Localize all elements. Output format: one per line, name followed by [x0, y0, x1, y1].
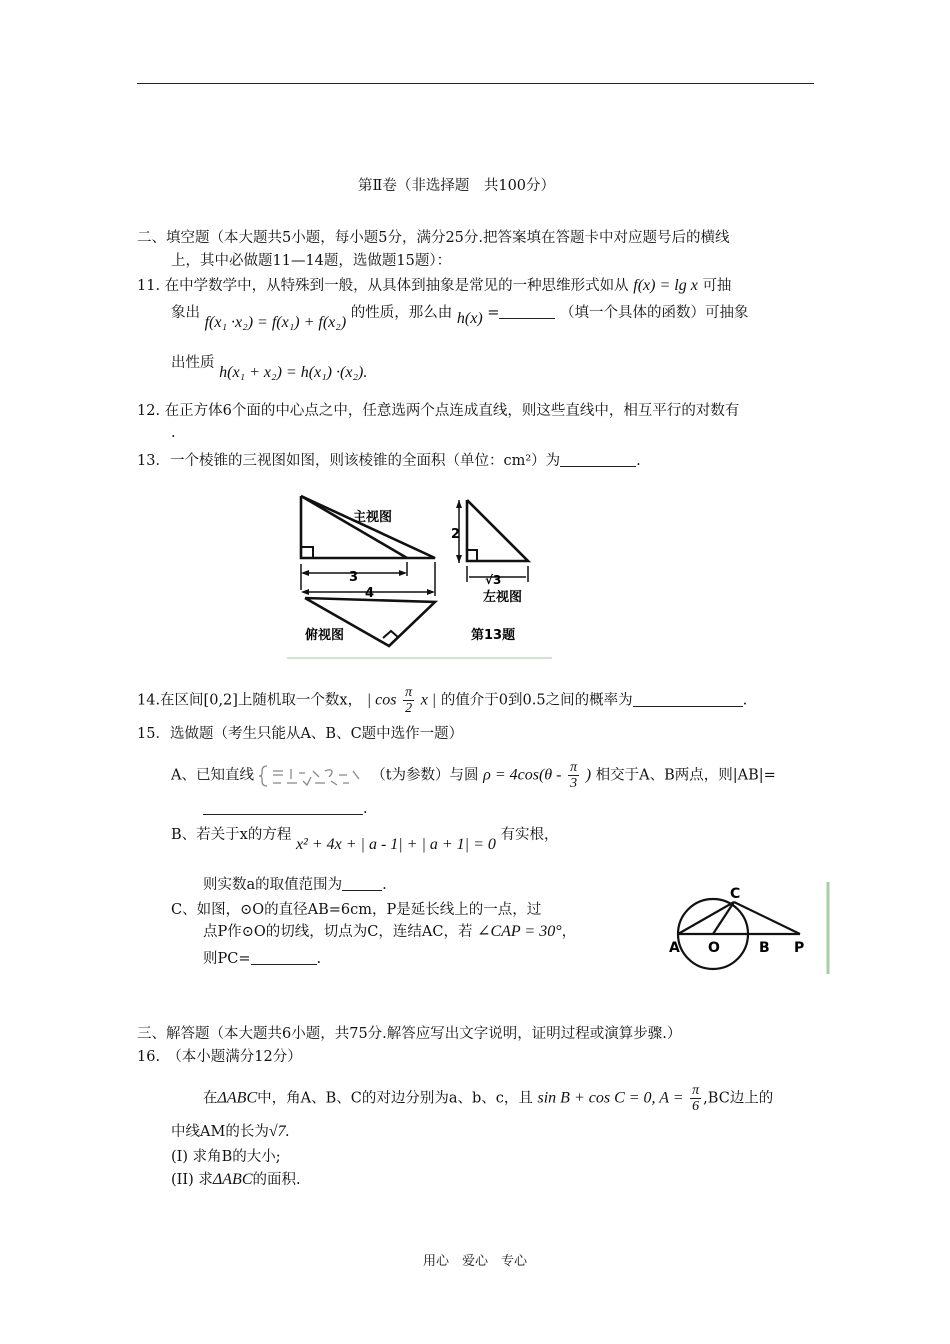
side-view-right-angle	[467, 550, 477, 561]
q16-condition: sin B + cos C = 0, A =	[537, 1089, 684, 1107]
q11-answer-blank[interactable]	[499, 304, 555, 319]
q16-text1: 在	[203, 1090, 218, 1107]
front-view-inner-edge	[301, 496, 407, 558]
q15b-text2: 有实根，	[500, 827, 559, 843]
q13-text: 13．一个棱锥的三视图如图，则该棱锥的全面积（单位：cm²）为	[137, 453, 561, 469]
q14-fraction	[403, 685, 414, 716]
point-b-label: B	[759, 940, 770, 956]
point-a-label: A	[669, 940, 680, 956]
line-ac	[678, 902, 734, 934]
page-footer: 用心 爱心 专心	[422, 1254, 527, 1269]
q15b-text3: 则实数a的取值范围为	[203, 877, 343, 893]
q11-line1	[137, 277, 731, 295]
q15a-answer-blank[interactable]	[203, 800, 363, 815]
q15b-answer-blank[interactable]	[342, 876, 382, 891]
q15c-end: .	[316, 951, 322, 967]
q11-h: h(x)	[456, 310, 483, 327]
q14-text1: 14.在区间[0,2]上随机取一个数x，	[137, 692, 363, 709]
q16-frac-den: 6	[692, 1099, 700, 1114]
q15a-frac-num: π	[570, 760, 578, 775]
part2-heading-line2: 上，其中必做题11—14题，选做题15题）：	[171, 253, 452, 269]
part2-heading-line1: 二、填空题（本大题共5小题，每小题5分，满分25分.把答案填在答题卡中对应题号后的横线	[137, 230, 730, 246]
q15a-close: )	[585, 766, 592, 784]
q11-text: 11. 在中学数学中，从特殊到一般，从具体到抽象是常见的一种思维形式如从	[137, 278, 629, 294]
dim-label-3: 3	[349, 570, 359, 585]
q14-abs-open: | cos	[366, 691, 397, 709]
q15b-end: .	[382, 877, 387, 893]
q15b-text1: B、若关于x的方程	[171, 827, 292, 843]
q16-text3: ,BC边上的	[703, 1090, 774, 1107]
q15a-end: .	[363, 801, 368, 817]
q16-part2-triangle: ΔABC	[212, 1171, 253, 1188]
q14-text2: 的值介于0到0.5之间的概率为	[440, 692, 633, 709]
q15c-answer-blank[interactable]	[251, 950, 317, 965]
q16-part2-text2: 的面积.	[252, 1172, 301, 1188]
q11-formula-f: f(x₁ ·x₂) = f(x₁) + f(x₂)	[204, 314, 347, 331]
q14-answer-blank[interactable]	[633, 692, 743, 707]
q15a-param-equation-image	[259, 763, 367, 789]
q11-text-end: 可抽	[702, 278, 732, 294]
section-title: 第Ⅱ卷（非选择题 共100分）	[358, 178, 556, 194]
q15a-text1: A、已知直线	[171, 767, 254, 784]
q11-text3: 出性质	[171, 355, 215, 371]
q13-end: .	[636, 453, 641, 469]
q11-formula-h: h(x₁ + x₂) = h(x₁) ·(x₂).	[219, 364, 368, 381]
q15b-line2	[203, 876, 387, 894]
front-view-triangle	[301, 496, 435, 558]
q15c-text2-end: ，	[561, 924, 577, 940]
q11-line2	[171, 304, 749, 331]
q15a-line1	[171, 760, 776, 791]
header-rule	[137, 83, 814, 84]
q15c-circle-figure	[666, 880, 832, 978]
q11-eq: =	[487, 305, 500, 321]
q15a-frac-den: 3	[570, 776, 578, 791]
q15c-line3	[203, 950, 321, 968]
q16-text2: 中，角A、B、C的对边分别为a、b、c，且	[257, 1090, 533, 1107]
q13-answer-blank[interactable]	[560, 452, 636, 467]
q16-text4: 中线AM的长为	[171, 1124, 269, 1140]
q14-frac-num: π	[405, 685, 413, 700]
point-p-label: P	[794, 940, 805, 956]
q16-part1: (I) 求角B的大小;	[171, 1149, 281, 1165]
q11-text2-end: （填一个具体的函数）可抽象	[560, 305, 749, 321]
q12-line2: .	[171, 425, 176, 441]
q15a-fraction	[568, 760, 579, 791]
q15b-equation: x² + 4x + | a - 1| + | a + 1| = 0	[295, 836, 496, 853]
q16-line2	[171, 1123, 290, 1141]
front-view-right-angle	[301, 547, 313, 558]
top-view-label: 俯视图	[305, 628, 345, 643]
q13-three-view-figure	[287, 486, 552, 660]
q16-part2-text1: (II) 求	[171, 1172, 213, 1188]
q15a-param: （t为参数）与圆	[371, 767, 479, 784]
q15c-line2	[203, 923, 576, 941]
point-c-label: C	[730, 886, 741, 902]
q15-title: 15．选做题（考生只能从A、B、C题中选作一题）	[137, 726, 464, 742]
q13-line	[137, 452, 641, 470]
q16-fraction	[690, 1083, 701, 1114]
q14-abs-close: x |	[420, 691, 437, 709]
q12-line1: 12. 在正方体6个面的中心点之中，任意选两个点连成直线，则这些直线中，相互平行的对数有	[137, 403, 740, 419]
dim-label-4: 4	[365, 586, 375, 601]
q16-sqrt7: √7.	[268, 1123, 290, 1140]
dim-label-2: 2	[451, 527, 461, 542]
top-view-right-angle	[383, 631, 399, 638]
q15a-rho: ρ = 4cos(θ -	[483, 766, 562, 784]
q16-triangle: ΔABC	[217, 1089, 258, 1107]
q16-header: 16. （本小题满分12分）	[137, 1049, 302, 1065]
q15a-text2: 相交于A、B两点，则|AB|=	[595, 767, 776, 784]
q16-line1	[203, 1083, 773, 1114]
q14-end: .	[742, 692, 748, 709]
q15a-line2	[203, 800, 368, 818]
q14-line	[137, 685, 747, 716]
dim-label-sqrt3: √3	[485, 573, 502, 587]
q11-formula-lg: f(x) = lg x	[633, 277, 698, 294]
side-view-label: 左视图	[483, 590, 523, 605]
figure-caption: 第13题	[471, 628, 516, 643]
front-view-label: 主视图	[353, 510, 393, 525]
q15b-line1	[171, 826, 559, 853]
q15c-text2: 点P作⊙O的切线，切点为C，连结AC，若	[203, 924, 473, 940]
q16-part2	[171, 1171, 301, 1189]
q14-frac-den: 2	[405, 701, 413, 716]
q11-line3	[171, 354, 368, 381]
part3-heading: 三、解答题（本大题共6小题，共75分.解答应写出文字说明，证明过程或演算步骤.）	[137, 1026, 682, 1042]
q11-text2: 象出	[171, 305, 200, 321]
q11-text2-mid: 的性质，那么由	[350, 305, 453, 321]
q15c-text3: 则PC=	[203, 951, 251, 967]
q15c-angle: ∠CAP = 30°	[477, 923, 562, 940]
point-o-label: O	[708, 940, 720, 956]
q16-frac-num: π	[692, 1083, 700, 1098]
q15c-line1: C、如图，⊙O的直径AB=6cm，P是延长线上的一点，过	[171, 902, 542, 918]
